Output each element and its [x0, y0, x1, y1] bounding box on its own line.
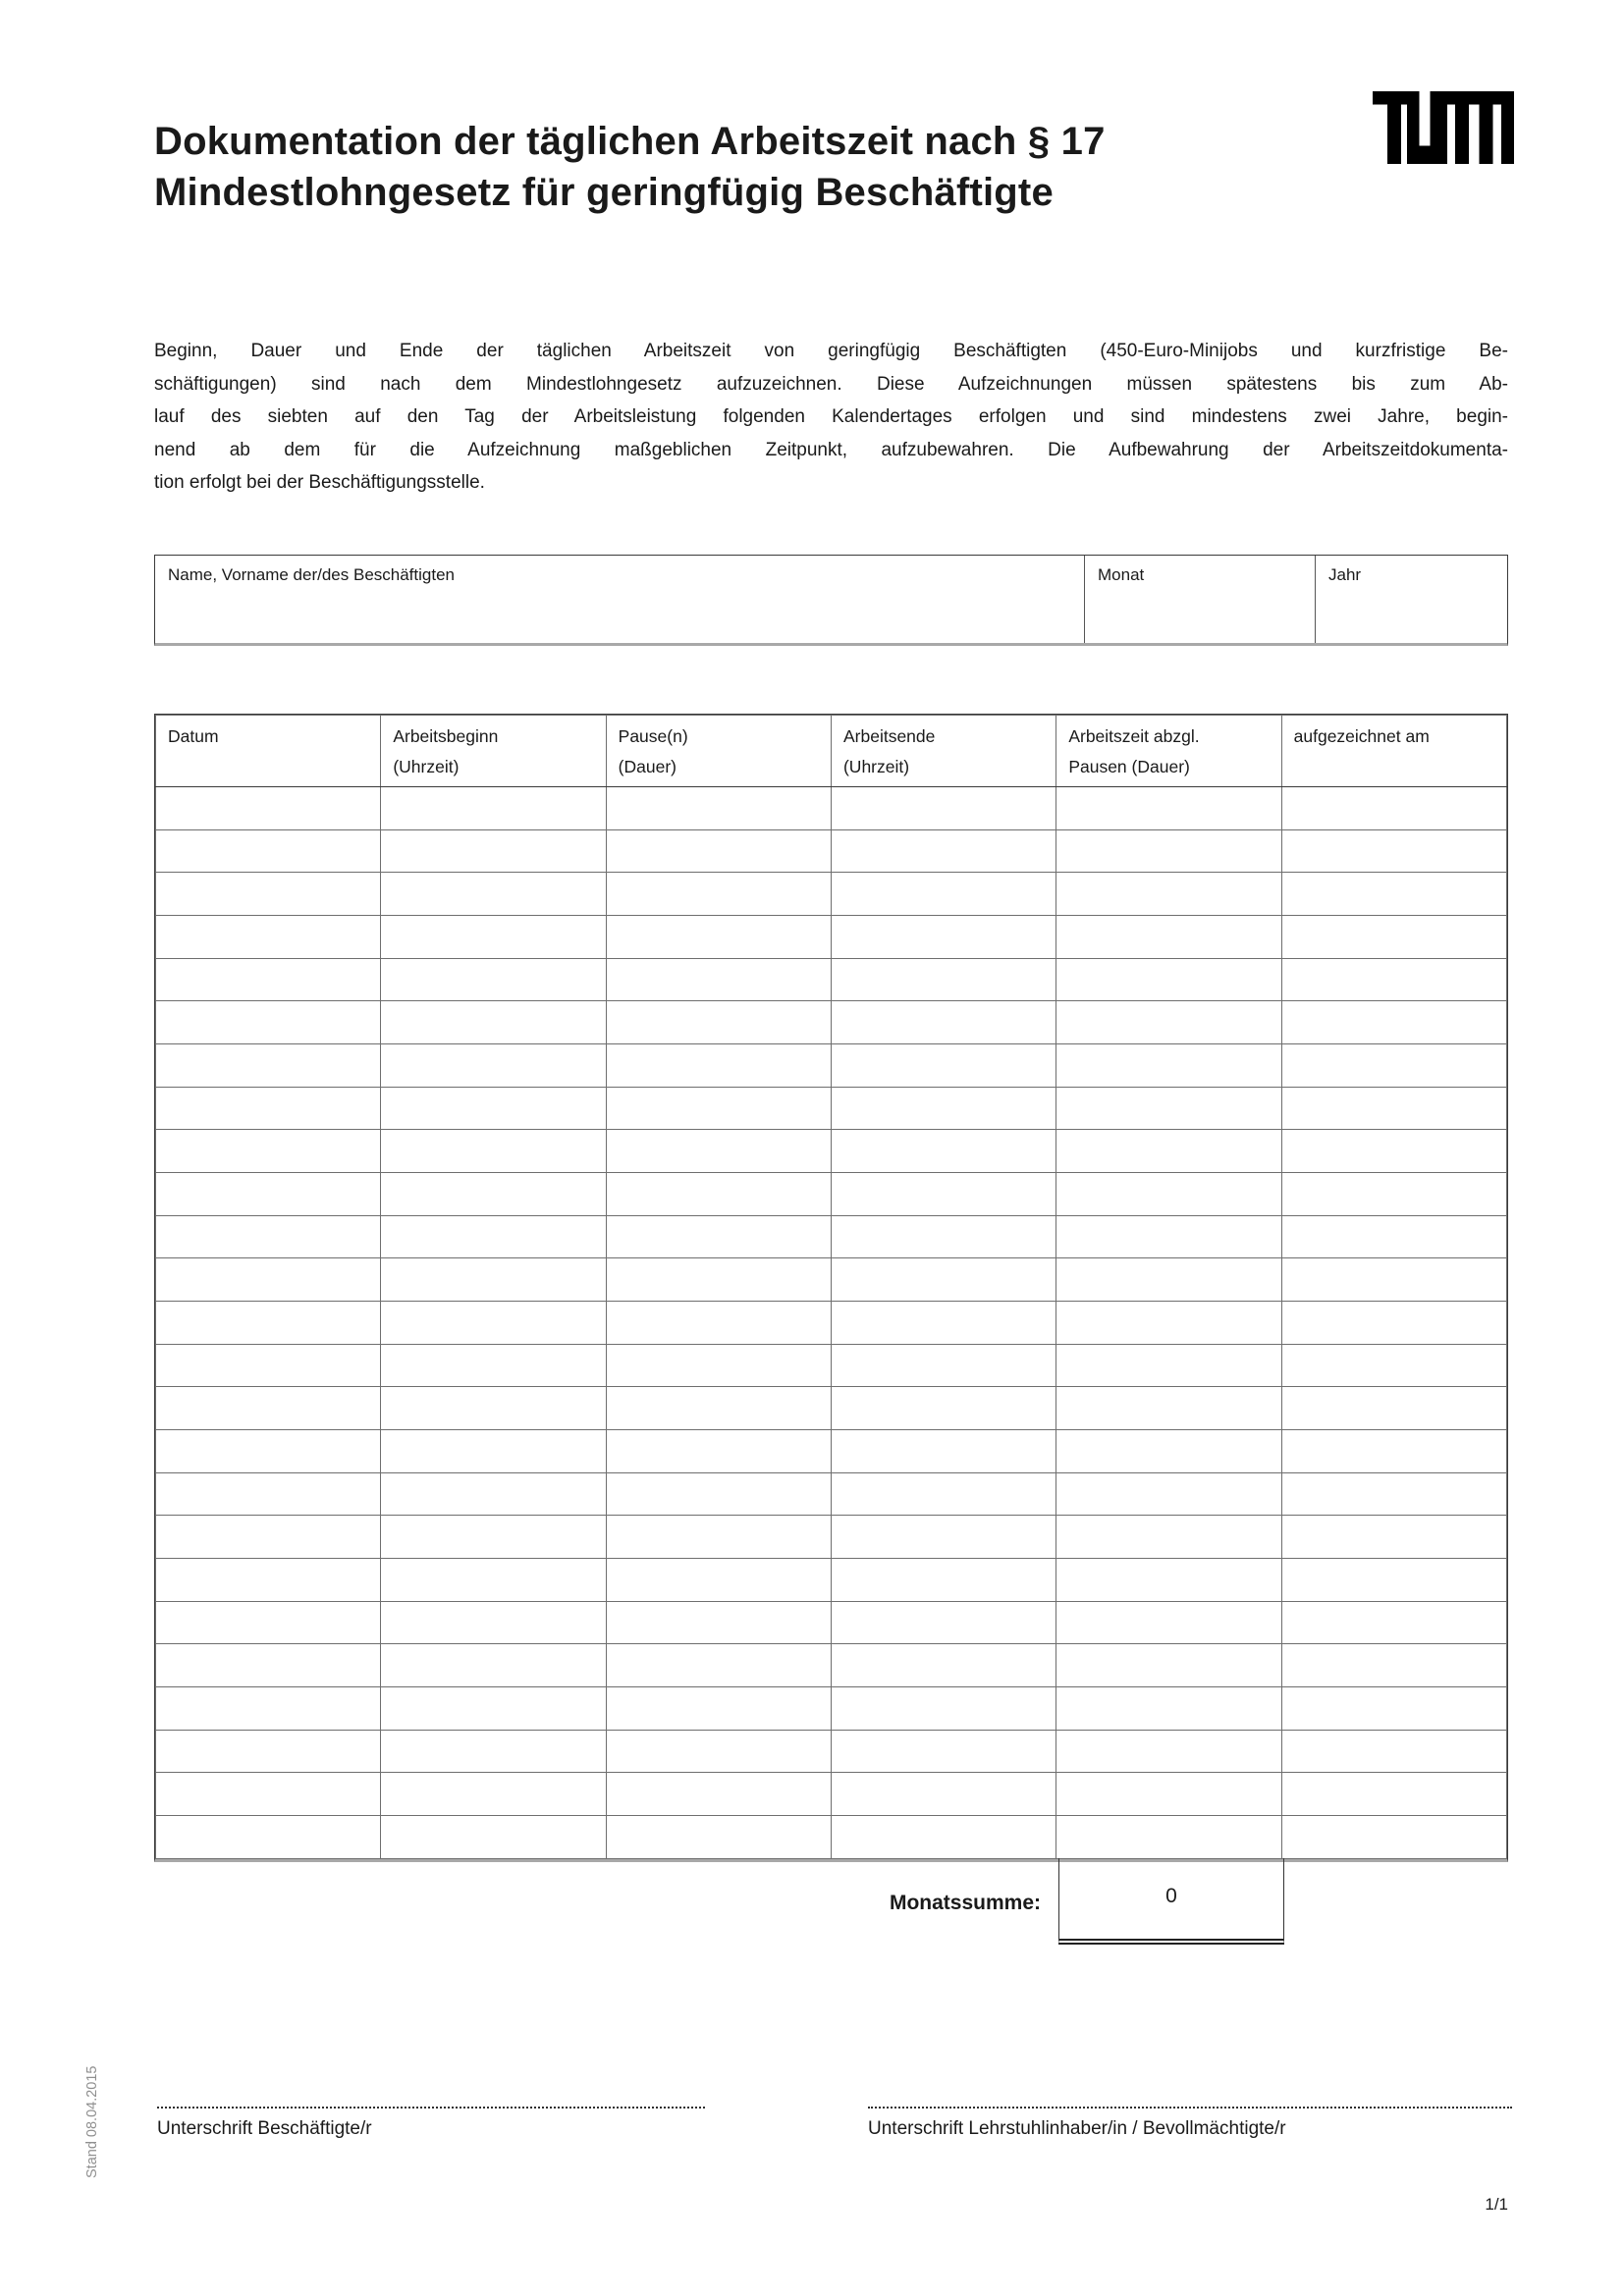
timesheet-cell[interactable] — [831, 1302, 1056, 1345]
timesheet-cell[interactable] — [1056, 1215, 1281, 1258]
timesheet-cell[interactable] — [1056, 1601, 1281, 1644]
timesheet-cell[interactable] — [831, 1130, 1056, 1173]
timesheet-cell[interactable] — [1281, 1302, 1506, 1345]
column-label: Pause(n) — [618, 726, 688, 746]
timesheet-cell[interactable] — [156, 1044, 381, 1088]
timesheet-cell[interactable] — [381, 1516, 606, 1559]
timesheet-cell[interactable] — [156, 1472, 381, 1516]
timesheet-cell[interactable] — [1056, 1173, 1281, 1216]
timesheet-cell[interactable] — [831, 1516, 1056, 1559]
timesheet-cell[interactable] — [156, 1816, 381, 1859]
timesheet-column-header-2 — [381, 716, 606, 787]
timesheet-cell[interactable] — [831, 1472, 1056, 1516]
signature-label-supervisor: Unterschrift Lehrstuhlinhaber/in / Bevollmächtigte/r — [868, 2118, 1286, 2139]
intro-line: lauf des siebten auf den Tag der Arbeitsleistung folgenden Kalendertages erfolgen und sind mindestens zwei Jahre, begin- — [154, 406, 1508, 428]
timesheet-cell[interactable] — [156, 873, 381, 916]
timesheet-column-header-1 — [156, 716, 381, 787]
timesheet-cell[interactable] — [1281, 1472, 1506, 1516]
timesheet-cell[interactable] — [1056, 1302, 1281, 1345]
timesheet-cell[interactable] — [831, 1816, 1056, 1859]
timesheet-cell[interactable] — [831, 958, 1056, 1001]
timesheet-cell[interactable] — [606, 1130, 831, 1173]
timesheet-cell[interactable] — [606, 1644, 831, 1687]
timesheet-cell[interactable] — [831, 1044, 1056, 1088]
timesheet-cell[interactable] — [831, 829, 1056, 873]
timesheet-cell[interactable] — [831, 1430, 1056, 1473]
timesheet-cell[interactable] — [156, 1559, 381, 1602]
timesheet-cell[interactable] — [1281, 1044, 1506, 1088]
timesheet-cell[interactable] — [381, 1087, 606, 1130]
timesheet-cell[interactable] — [831, 1559, 1056, 1602]
timesheet-cell[interactable] — [606, 873, 831, 916]
timesheet-row — [156, 1044, 1507, 1088]
timesheet-cell[interactable] — [1056, 1687, 1281, 1731]
timesheet-row — [156, 1430, 1507, 1473]
timesheet-cell[interactable] — [606, 1001, 831, 1044]
timesheet-cell[interactable] — [381, 1215, 606, 1258]
timesheet-cell[interactable] — [1281, 1258, 1506, 1302]
timesheet-cell[interactable] — [606, 787, 831, 830]
timesheet-cell[interactable] — [1056, 1344, 1281, 1387]
timesheet-cell[interactable] — [1056, 1516, 1281, 1559]
timesheet-cell[interactable] — [1056, 1430, 1281, 1473]
timesheet-cell[interactable] — [1056, 1644, 1281, 1687]
timesheet-cell[interactable] — [381, 1344, 606, 1387]
timesheet-cell[interactable] — [1281, 1173, 1506, 1216]
timesheet-cell[interactable] — [1281, 1687, 1506, 1731]
timesheet-cell[interactable] — [381, 1387, 606, 1430]
timesheet-cell[interactable] — [606, 1816, 831, 1859]
timesheet-cell[interactable] — [1281, 829, 1506, 873]
month-total-label: Monatssumme: — [889, 1892, 1041, 1914]
year-label: Jahr — [1328, 565, 1362, 584]
timesheet-row — [156, 1087, 1507, 1130]
timesheet-cell[interactable] — [831, 1387, 1056, 1430]
timesheet-cell[interactable] — [1056, 1816, 1281, 1859]
timesheet-cell[interactable] — [381, 1773, 606, 1816]
timesheet-cell[interactable] — [1056, 958, 1281, 1001]
timesheet-cell[interactable] — [1281, 1087, 1506, 1130]
timesheet-column-header-5 — [1056, 716, 1281, 787]
signature-line-employee — [157, 2107, 705, 2109]
timesheet-cell[interactable] — [156, 1087, 381, 1130]
timesheet-cell[interactable] — [1281, 1387, 1506, 1430]
timesheet-cell[interactable] — [831, 1344, 1056, 1387]
year-field[interactable] — [1315, 556, 1507, 643]
timesheet-header — [156, 716, 1507, 787]
timesheet-cell[interactable] — [1056, 829, 1281, 873]
timesheet-row — [156, 1258, 1507, 1302]
timesheet-cell[interactable] — [606, 1087, 831, 1130]
timesheet-cell[interactable] — [1281, 1816, 1506, 1859]
month-total-field[interactable]: 0 — [1058, 1858, 1284, 1945]
timesheet-row — [156, 958, 1507, 1001]
month-field[interactable] — [1084, 556, 1315, 643]
timesheet-cell[interactable] — [1056, 1258, 1281, 1302]
timesheet-cell[interactable] — [1281, 1516, 1506, 1559]
timesheet-cell[interactable] — [156, 958, 381, 1001]
timesheet-cell[interactable] — [381, 1258, 606, 1302]
timesheet-cell[interactable] — [381, 1816, 606, 1859]
timesheet-cell[interactable] — [1281, 1601, 1506, 1644]
timesheet-cell[interactable] — [1281, 1001, 1506, 1044]
timesheet-cell[interactable] — [156, 1344, 381, 1387]
timesheet-cell[interactable] — [381, 1044, 606, 1088]
timesheet-cell[interactable] — [381, 1001, 606, 1044]
timesheet-cell[interactable] — [1056, 1044, 1281, 1088]
tum-logo-icon — [1373, 91, 1514, 164]
timesheet-cell[interactable] — [381, 1644, 606, 1687]
column-label: Arbeitszeit abzgl. — [1068, 726, 1200, 746]
timesheet-cell[interactable] — [606, 1173, 831, 1216]
timesheet-cell[interactable] — [606, 1044, 831, 1088]
timesheet-cell[interactable] — [1281, 1130, 1506, 1173]
timesheet-cell[interactable] — [606, 1601, 831, 1644]
timesheet-cell[interactable] — [606, 916, 831, 959]
intro-line: nend ab dem für die Aufzeichnung maßgeblichen Zeitpunkt, aufzubewahren. Die Aufbewahrung der Arbeitszeitdokumenta- — [154, 439, 1508, 460]
timesheet-cell[interactable] — [606, 1687, 831, 1731]
timesheet-row — [156, 787, 1507, 830]
timesheet-row — [156, 1773, 1507, 1816]
intro-line: tion erfolgt bei der Beschäftigungsstelle. — [154, 472, 485, 494]
column-label: Datum — [168, 726, 219, 746]
timesheet-row — [156, 1516, 1507, 1559]
timesheet-row — [156, 1387, 1507, 1430]
timesheet-row — [156, 1816, 1507, 1859]
timesheet-cell[interactable] — [831, 1258, 1056, 1302]
timesheet-cell[interactable] — [156, 787, 381, 830]
employee-info-box — [154, 555, 1508, 646]
timesheet-cell[interactable] — [156, 1430, 381, 1473]
timesheet-row — [156, 1001, 1507, 1044]
timesheet-cell[interactable] — [1281, 1730, 1506, 1773]
timesheet-cell[interactable] — [156, 1258, 381, 1302]
timesheet-cell[interactable] — [381, 1601, 606, 1644]
timesheet-cell[interactable] — [831, 1001, 1056, 1044]
timesheet-row — [156, 1173, 1507, 1216]
timesheet-cell[interactable] — [156, 916, 381, 959]
timesheet-row — [156, 1644, 1507, 1687]
timesheet-row — [156, 1559, 1507, 1602]
column-sublabel: Pausen (Dauer) — [1068, 757, 1190, 776]
timesheet-row — [156, 1601, 1507, 1644]
timesheet-cell[interactable] — [831, 1773, 1056, 1816]
timesheet-cell[interactable] — [606, 1730, 831, 1773]
timesheet-cell[interactable] — [156, 1516, 381, 1559]
timesheet-column-header-4 — [831, 716, 1056, 787]
intro-line: Beginn, Dauer und Ende der täglichen Arbeitszeit von geringfügig Beschäftigten (450-Euro-Minijobs und kurzfristige Be- — [154, 341, 1508, 361]
timesheet-cell[interactable] — [606, 1559, 831, 1602]
timesheet-cell[interactable] — [831, 1644, 1056, 1687]
timesheet-cell[interactable] — [831, 1730, 1056, 1773]
timesheet-cell[interactable] — [831, 873, 1056, 916]
timesheet-cell[interactable] — [1281, 787, 1506, 830]
timesheet-cell[interactable] — [381, 1130, 606, 1173]
employee-name-label: Name, Vorname der/des Beschäftigten — [168, 565, 455, 584]
timesheet-cell[interactable] — [156, 1687, 381, 1731]
timesheet-cell[interactable] — [1056, 1001, 1281, 1044]
timesheet-cell[interactable] — [1056, 1472, 1281, 1516]
timesheet-cell[interactable] — [1056, 1773, 1281, 1816]
timesheet-cell[interactable] — [606, 1302, 831, 1345]
timesheet-cell[interactable] — [1281, 1559, 1506, 1602]
timesheet-cell[interactable] — [381, 1687, 606, 1731]
timesheet-cell[interactable] — [606, 958, 831, 1001]
timesheet-cell[interactable] — [831, 1601, 1056, 1644]
timesheet-cell[interactable] — [156, 1001, 381, 1044]
timesheet-cell[interactable] — [831, 1687, 1056, 1731]
timesheet-cell[interactable] — [1056, 1130, 1281, 1173]
timesheet-cell[interactable] — [1281, 1644, 1506, 1687]
timesheet-cell[interactable] — [381, 1430, 606, 1473]
intro-paragraph — [154, 335, 1508, 500]
timesheet-cell[interactable] — [156, 1215, 381, 1258]
timesheet-cell[interactable] — [1056, 1387, 1281, 1430]
timesheet-cell[interactable] — [381, 958, 606, 1001]
employee-name-field[interactable] — [155, 556, 1084, 643]
timesheet-cell[interactable] — [381, 1302, 606, 1345]
timesheet-cell[interactable] — [831, 916, 1056, 959]
timesheet-cell[interactable] — [606, 1387, 831, 1430]
timesheet-cell[interactable] — [1056, 787, 1281, 830]
timesheet-cell[interactable] — [381, 916, 606, 959]
timesheet-row — [156, 1302, 1507, 1345]
timesheet-cell[interactable] — [1281, 1215, 1506, 1258]
timesheet-cell[interactable] — [1281, 1430, 1506, 1473]
column-label: Arbeitsende — [842, 726, 936, 746]
timesheet-cell[interactable] — [606, 1258, 831, 1302]
timesheet-cell[interactable] — [606, 1344, 831, 1387]
timesheet-cell[interactable] — [381, 1173, 606, 1216]
column-sublabel: (Uhrzeit) — [393, 757, 460, 776]
timesheet-row — [156, 916, 1507, 959]
timesheet-cell[interactable] — [156, 1601, 381, 1644]
timesheet-row — [156, 1687, 1507, 1731]
timesheet-cell[interactable] — [1281, 958, 1506, 1001]
timesheet-cell[interactable] — [1056, 916, 1281, 959]
timesheet-cell[interactable] — [156, 1302, 381, 1345]
column-label: Arbeitsbeginn — [393, 726, 499, 746]
timesheet-cell[interactable] — [831, 1173, 1056, 1216]
signature-label-employee: Unterschrift Beschäftigte/r — [157, 2118, 372, 2139]
document-title-line1: Dokumentation der täglichen Arbeitszeit nach § 17 — [154, 120, 1106, 163]
timesheet-cell[interactable] — [381, 787, 606, 830]
timesheet-cell[interactable] — [1056, 1087, 1281, 1130]
timesheet-cell[interactable] — [156, 1644, 381, 1687]
timesheet-cell[interactable] — [156, 1173, 381, 1216]
timesheet-cell[interactable] — [1281, 1773, 1506, 1816]
timesheet-table-wrap — [154, 714, 1508, 1862]
timesheet-cell[interactable] — [606, 1215, 831, 1258]
timesheet-cell[interactable] — [606, 1430, 831, 1473]
timesheet-row — [156, 1730, 1507, 1773]
column-label: aufgezeichnet am — [1293, 726, 1430, 746]
timesheet-cell[interactable] — [831, 1215, 1056, 1258]
timesheet-cell[interactable] — [1281, 1344, 1506, 1387]
version-note: Stand 08.04.2015 — [84, 2065, 100, 2178]
document-title — [154, 116, 1381, 218]
timesheet-row — [156, 1130, 1507, 1173]
timesheet-table — [155, 715, 1507, 1859]
column-sublabel: (Uhrzeit) — [842, 757, 910, 776]
timesheet-row — [156, 1472, 1507, 1516]
timesheet-cell[interactable] — [831, 1087, 1056, 1130]
timesheet-cell[interactable] — [606, 1773, 831, 1816]
timesheet-cell[interactable] — [156, 1773, 381, 1816]
timesheet-cell[interactable] — [606, 1472, 831, 1516]
timesheet-cell[interactable] — [381, 873, 606, 916]
page-indicator: 1/1 — [1485, 2195, 1508, 2214]
timesheet-body — [156, 787, 1507, 1859]
timesheet-cell[interactable] — [381, 1730, 606, 1773]
timesheet-cell[interactable] — [1056, 873, 1281, 916]
timesheet-cell[interactable] — [156, 1387, 381, 1430]
column-sublabel: (Dauer) — [618, 757, 677, 776]
timesheet-cell[interactable] — [156, 1130, 381, 1173]
timesheet-row — [156, 829, 1507, 873]
timesheet-cell[interactable] — [156, 829, 381, 873]
intro-line: schäftigungen) sind nach dem Mindestlohngesetz aufzuzeichnen. Diese Aufzeichnungen müssen spätestens bis zum Ab- — [154, 373, 1508, 395]
timesheet-row — [156, 1344, 1507, 1387]
timesheet-column-header-3 — [606, 716, 831, 787]
timesheet-cell[interactable] — [381, 829, 606, 873]
timesheet-cell[interactable] — [1056, 1559, 1281, 1602]
document-title-line2: Mindestlohngesetz für geringfügig Beschäftigte — [154, 171, 1054, 214]
timesheet-cell[interactable] — [381, 1472, 606, 1516]
timesheet-cell[interactable] — [1281, 916, 1506, 959]
timesheet-column-header-6 — [1281, 716, 1506, 787]
timesheet-row — [156, 1215, 1507, 1258]
timesheet-cell[interactable] — [156, 1730, 381, 1773]
month-label: Monat — [1098, 565, 1145, 584]
timesheet-cell[interactable] — [1056, 1730, 1281, 1773]
timesheet-cell[interactable] — [606, 1516, 831, 1559]
signature-line-supervisor — [868, 2107, 1512, 2109]
timesheet-cell[interactable] — [1281, 873, 1506, 916]
timesheet-cell[interactable] — [831, 787, 1056, 830]
timesheet-row — [156, 873, 1507, 916]
timesheet-cell[interactable] — [606, 829, 831, 873]
timesheet-cell[interactable] — [381, 1559, 606, 1602]
